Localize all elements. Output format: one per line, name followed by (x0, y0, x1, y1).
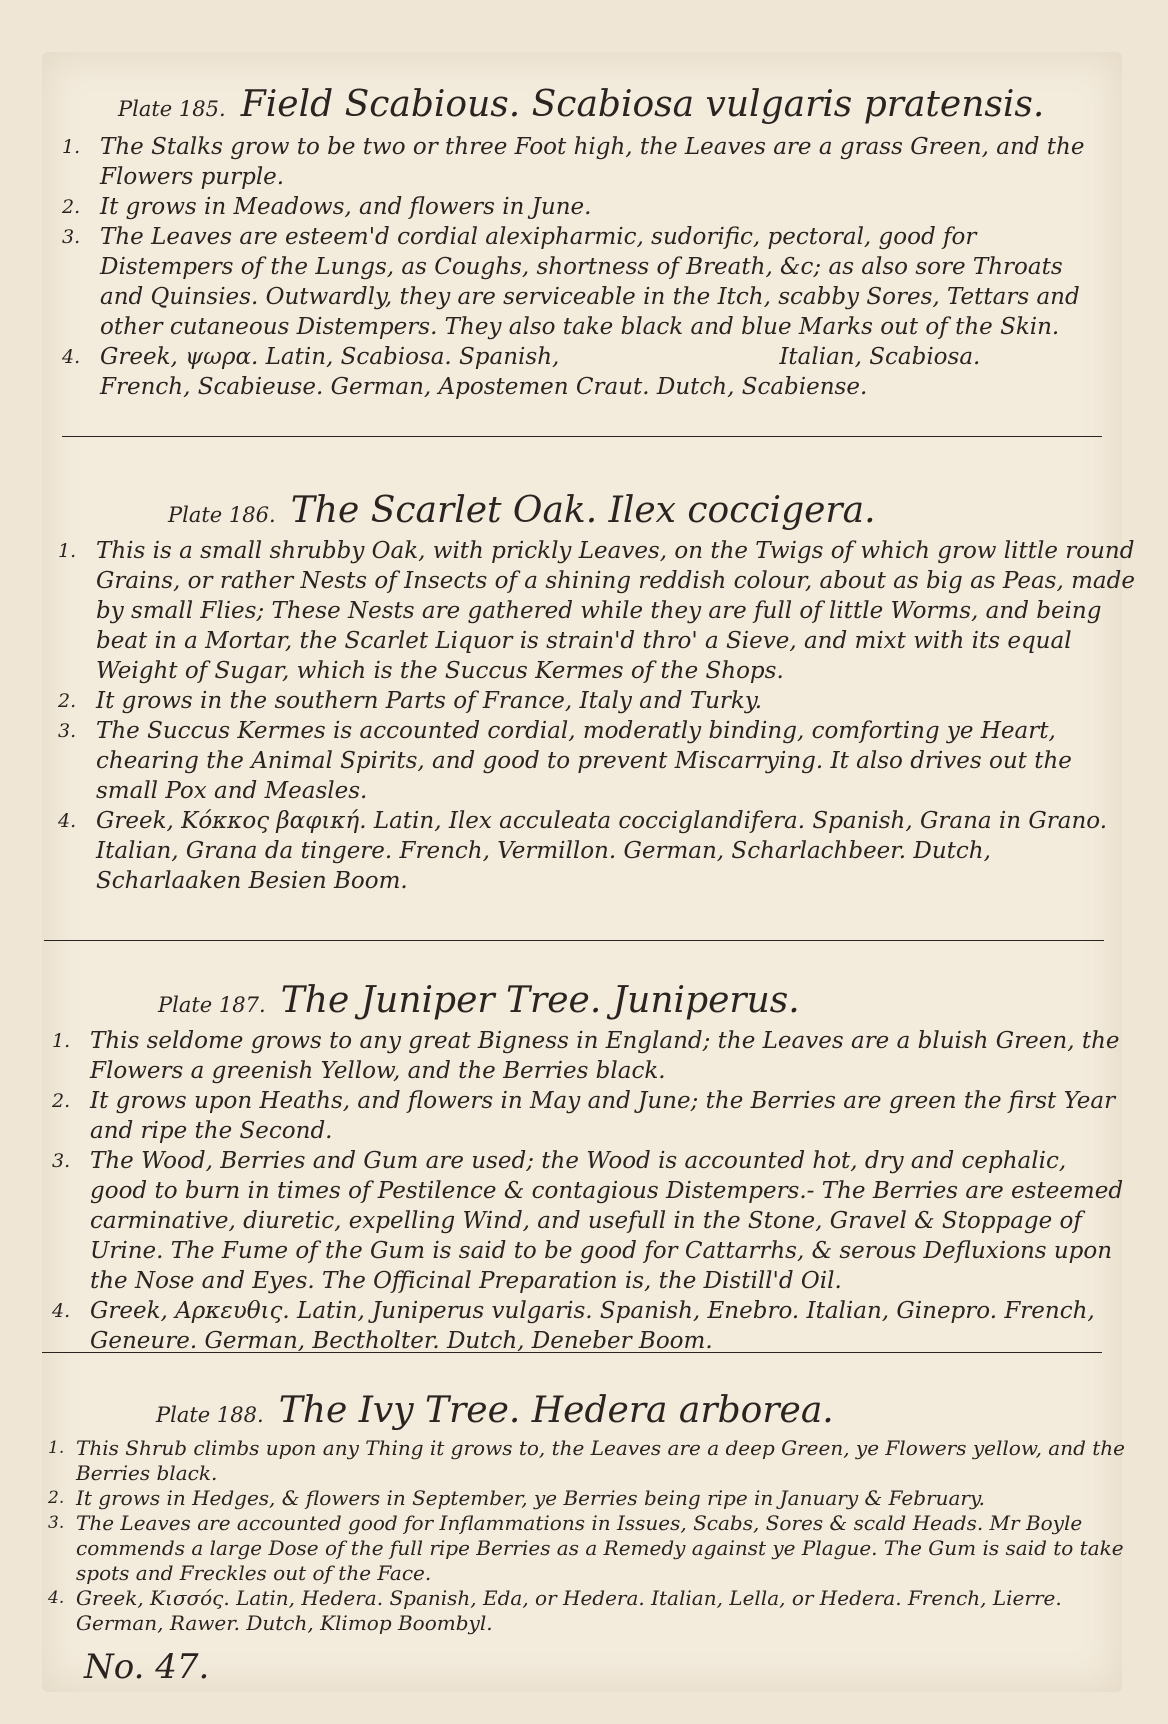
plate-186-title: The Scarlet Oak. Ilex coccigera. (290, 490, 876, 531)
plate-187-entry-3: 3. The Wood, Berries and Gum are used; the Wood is accounted hot, dry and cephalic, good to burn in times of Pestilence & contagious Distempers.- The Berries are esteemed carminative, diuretic, expelling Wind, and usefull in the Stone, Gravel & Stoppage of Urine. The Fume of the Gum is said to be good for Cattarrhs, & serous Defluxions upon the Nose and Eyes. The Officinal Preparation is, the Distill'd Oil. (52, 1148, 1124, 1294)
plate-187-entry-2: 2. It grows upon Heaths, and flowers in May and June; the Berries are green the first Year and ripe the Second. (52, 1088, 1116, 1144)
plate-188-entries (48, 1436, 1126, 1636)
plate-185-entry-4: 4. Greek, ψωρα. Latin, Scabiosa. Spanish, Italian, Scabiosa. French, Scabieuse. German, Apostemen Craut. Dutch, Scabiense. (62, 344, 981, 400)
plate-186-entry-2: 2. It grows in the southern Parts of France, Italy and Turky. (58, 688, 763, 714)
plate-185-entry-3: 3. The Leaves are esteem'd cordial alexipharmic, sudorific, pectoral, good for Distempers of the Lungs, as Coughs, shortness of Breath, &c; as also sore Throats and Quinsies. Outwardly, they are serviceable in the Itch, scabby Sores, Tettars and other cutaneous Distempers. They also take black and blue Marks out of the Skin. (62, 224, 1080, 340)
plate-188-label: Plate 188. (156, 1403, 264, 1427)
plate-186-heading (168, 490, 876, 531)
plate-186-label: Plate 186. (168, 503, 276, 527)
plate-187-entry-4: 4. Greek, Αρκευθις. Latin, Juniperus vulgaris. Spanish, Enebro. Italian, Ginepro. French, Geneure. German, Bectholter. Dutch, Deneber Boom. (52, 1298, 1095, 1354)
plate-186-entry-1: 1. This is a small shrubby Oak, with prickly Leaves, on the Twigs of which grow little round Grains, or rather Nests of Insects of a shining reddish colour, about as big as Peas, made by small Flies; These Nests are gathered while they are full of little Worms, and being beat in a Mortar, the Scarlet Liquor is strain'd thro' a Sieve, and mixt with its equal Weight of Sugar, which is the Succus Kermes of the Shops. (58, 538, 1135, 684)
plate-185-entry-2: 2. It grows in Meadows, and flowers in June. (62, 194, 592, 220)
divider-rule-2 (44, 940, 1104, 941)
divider-rule-3 (42, 1352, 1102, 1353)
plate-185-title: Field Scabious. Scabiosa vulgaris pratensis. (240, 84, 1045, 125)
plate-188-title: The Ivy Tree. Hedera arborea. (278, 1390, 834, 1431)
plate-185-entry-1: 1. The Stalks grow to be two or three Foot high, the Leaves are a grass Green, and the Flowers purple. (62, 134, 1085, 190)
plate-185-label: Plate 185. (118, 97, 226, 121)
divider-rule-1 (62, 436, 1102, 437)
sheet-number: No. 47. (84, 1647, 210, 1687)
plate-186-entries (58, 536, 1136, 896)
plate-186-entry-4: 4. Greek, Κόκκος βαφική. Latin, Ilex acculeata cocciglandifera. Spanish, Grana in Grano. Italian, Grana da tingere. French, Vermillon. German, Scharlachbeer. Dutch, Scharlaaken Besien Boom. (58, 808, 1108, 894)
plate-188-entry-2: 2. It grows in Hedges, & flowers in September, ye Berries being ripe in January & February. (48, 1486, 985, 1510)
plate-188-entry-3: 3. The Leaves are accounted good for Inflammations in Issues, Scabs, Sores & scald Heads. Mr Boyle commends a large Dose of the full ripe Berries as a Remedy against ye Plague. The Gum is said to take spots and Freckles out of the Face. (48, 1511, 1124, 1585)
plate-188-entry-1: 1. This Shrub climbs upon any Thing it grows to, the Leaves are a deep Green, ye Flowers yellow, and the Berries black. (48, 1436, 1126, 1485)
plate-187-entries (52, 1026, 1130, 1356)
plate-185-entries (62, 132, 1110, 402)
plate-187-title: The Juniper Tree. Juniperus. (280, 980, 800, 1021)
plate-188-heading (156, 1390, 834, 1431)
plate-187-entry-1: 1. This seldome grows to any great Bigness in England; the Leaves are a bluish Green, the Flowers a greenish Yellow, and the Berries black. (52, 1028, 1120, 1084)
plate-187-heading (158, 980, 800, 1021)
plate-186-entry-3: 3. The Succus Kermes is accounted cordial, moderatly binding, comforting ye Heart, chearing the Animal Spirits, and good to prevent Miscarrying. It also drives out the small Pox and Measles. (58, 718, 1072, 804)
plate-187-label: Plate 187. (158, 993, 266, 1017)
plate-188-entry-4: 4. Greek, Κισσός. Latin, Hedera. Spanish, Eda, or Hedera. Italian, Lella, or Hedera. French, Lierre. German, Rawer. Dutch, Klimop Boombyl. (48, 1586, 1062, 1635)
plate-185-heading (118, 84, 1044, 125)
